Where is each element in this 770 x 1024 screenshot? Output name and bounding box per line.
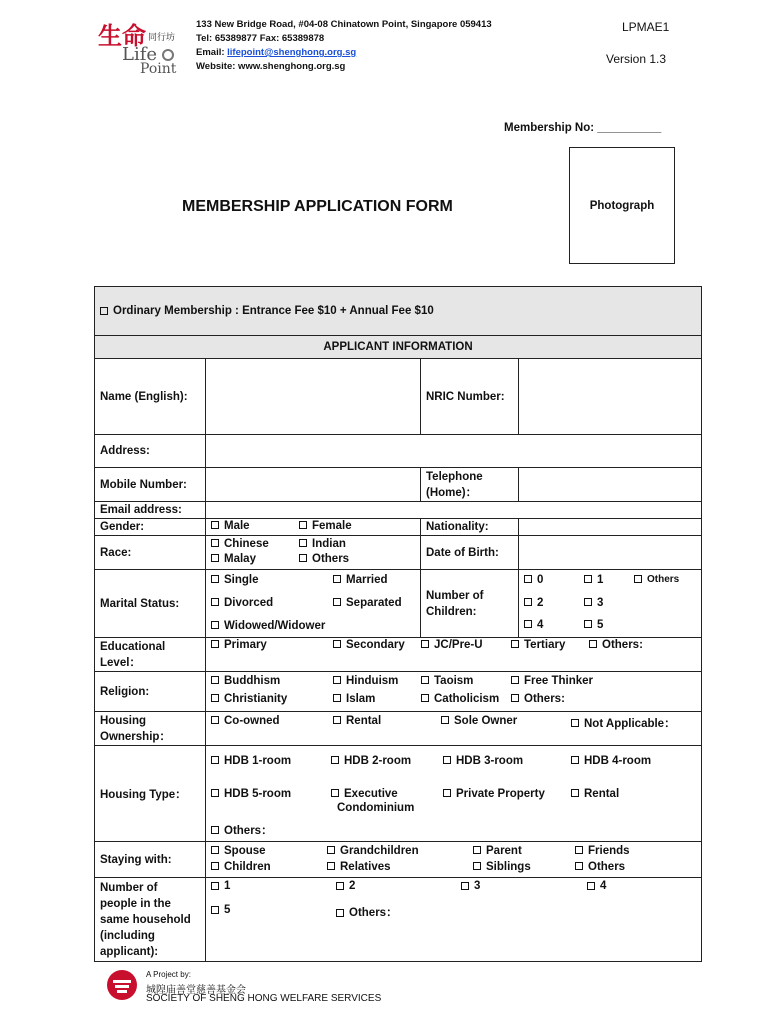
option-female[interactable]: Female <box>299 520 352 532</box>
option-children[interactable]: Children <box>211 861 271 873</box>
option-education-others[interactable]: Others: <box>589 639 643 651</box>
org-name-cn: 城隍庙善堂慈善基金会 <box>146 985 246 996</box>
nric-label: NRIC Number: <box>421 359 519 435</box>
nric-input[interactable] <box>519 359 702 435</box>
gender-options <box>206 519 421 536</box>
option-staying-others[interactable]: Others <box>575 861 625 873</box>
address-input[interactable] <box>206 435 702 468</box>
option-not-applicable[interactable]: Not Applicable： <box>571 715 676 731</box>
photograph-label: Photograph <box>589 200 655 212</box>
svg-text:同行坊: 同行坊 <box>148 33 176 43</box>
email-link[interactable]: lifepoint@shenghong.org.sg <box>227 47 357 58</box>
option-married[interactable]: Married <box>333 574 388 586</box>
dob-input[interactable] <box>519 536 702 570</box>
svg-text:生命: 生命 <box>98 21 146 50</box>
option-jc-preu[interactable]: JC/Pre-U <box>421 639 483 651</box>
option-ownership-rental[interactable]: Rental <box>333 715 381 727</box>
option-housing-rental[interactable]: Rental <box>571 788 619 800</box>
religion-options <box>206 672 702 712</box>
ordinary-membership-label: Ordinary Membership : Entrance Fee $10 + Annual Fee $10 <box>113 305 434 317</box>
housing-type-label: Housing Type： <box>95 746 206 842</box>
option-housing-others[interactable]: Others： <box>211 822 273 838</box>
org-website: Website: www.shenghong.org.sg <box>196 61 346 72</box>
org-tel-fax: Tel: 65389877 Fax: 65389878 <box>196 33 325 44</box>
option-secondary[interactable]: Secondary <box>333 639 405 651</box>
staying-label: Staying with: <box>95 842 206 878</box>
option-sole-owner[interactable]: Sole Owner <box>441 715 517 727</box>
education-label: Educational Level： <box>95 638 206 672</box>
ownership-options <box>206 712 702 746</box>
email-label: Email address: <box>95 502 206 519</box>
option-chinese[interactable]: Chinese <box>211 538 269 550</box>
option-children-0[interactable]: 0 <box>524 574 543 586</box>
svg-text:Point: Point <box>140 61 177 74</box>
option-hdb-4[interactable]: HDB 4-room <box>571 755 651 767</box>
project-by: A Project by: <box>146 970 191 979</box>
option-children-2[interactable]: 2 <box>524 597 543 609</box>
option-spouse[interactable]: Spouse <box>211 845 266 857</box>
option-parent[interactable]: Parent <box>473 845 522 857</box>
option-executive-condo[interactable]: Executive Condominium <box>331 788 414 816</box>
mobile-label: Mobile Number: <box>95 468 206 502</box>
option-separated[interactable]: Separated <box>333 597 402 609</box>
option-children-others[interactable]: Others <box>634 574 679 585</box>
org-name-en: SOCIETY OF SHENG HONG WELFARE SERVICES <box>146 993 382 1004</box>
option-widowed[interactable]: Widowed/Widower <box>211 620 325 632</box>
footer-sponsor <box>104 968 384 1008</box>
form-title: MEMBERSHIP APPLICATION FORM <box>182 198 453 215</box>
race-label: Race: <box>95 536 206 570</box>
option-relatives[interactable]: Relatives <box>327 861 391 873</box>
children-label: Number of Children: <box>421 570 519 638</box>
option-buddhism[interactable]: Buddhism <box>211 675 280 687</box>
option-people-3[interactable]: 3 <box>461 880 480 892</box>
option-hinduism[interactable]: Hinduism <box>333 675 398 687</box>
option-free-thinker[interactable]: Free Thinker <box>511 675 593 687</box>
option-single[interactable]: Single <box>211 574 259 586</box>
option-private-property[interactable]: Private Property <box>443 788 545 800</box>
option-hdb-5[interactable]: HDB 5-room <box>211 788 291 800</box>
option-hdb-1[interactable]: HDB 1-room <box>211 755 291 767</box>
option-divorced[interactable]: Divorced <box>211 597 273 609</box>
ownership-label: Housing Ownership： <box>95 712 206 746</box>
option-hdb-2[interactable]: HDB 2-room <box>331 755 411 767</box>
option-hdb-3[interactable]: HDB 3-room <box>443 755 523 767</box>
membership-no-field[interactable]: Membership No: __________ <box>504 122 662 134</box>
nationality-input[interactable] <box>519 519 702 536</box>
option-taoism[interactable]: Taoism <box>421 675 473 687</box>
race-options <box>206 536 421 570</box>
telephone-label: Telephone (Home)： <box>421 468 519 502</box>
option-race-others[interactable]: Others <box>299 553 349 565</box>
section-title: APPLICANT INFORMATION <box>95 336 702 359</box>
option-religion-others[interactable]: Others: <box>511 693 565 705</box>
option-people-4[interactable]: 4 <box>587 880 606 892</box>
mobile-input[interactable] <box>206 468 421 502</box>
education-options <box>206 638 702 672</box>
staying-options <box>206 842 702 878</box>
svg-text:Life: Life <box>122 44 158 65</box>
org-email-line: Email: lifepoint@shenghong.org.sg <box>196 47 357 58</box>
people-options <box>206 878 702 962</box>
telephone-input[interactable] <box>519 468 702 502</box>
option-friends[interactable]: Friends <box>575 845 630 857</box>
option-primary[interactable]: Primary <box>211 639 267 651</box>
option-indian[interactable]: Indian <box>299 538 346 550</box>
housing-type-options <box>206 746 702 842</box>
option-children-4[interactable]: 4 <box>524 619 543 631</box>
nationality-label: Nationality: <box>421 519 519 536</box>
option-children-3[interactable]: 3 <box>584 597 603 609</box>
doc-id: LPMAE1 <box>622 20 670 34</box>
option-people-1[interactable]: 1 <box>211 880 230 892</box>
option-malay[interactable]: Malay <box>211 553 256 565</box>
option-grandchildren[interactable]: Grandchildren <box>327 845 419 857</box>
option-male[interactable]: Male <box>211 520 250 532</box>
option-co-owned[interactable]: Co-owned <box>211 715 280 727</box>
email-input[interactable] <box>206 502 702 519</box>
checkbox-icon[interactable] <box>100 307 108 315</box>
ordinary-membership-row <box>95 287 702 336</box>
option-children-1[interactable]: 1 <box>584 574 603 586</box>
marital-label: Marital Status: <box>95 570 206 638</box>
religion-label: Religion: <box>95 672 206 712</box>
address-label: Address: <box>95 435 206 468</box>
option-people-2[interactable]: 2 <box>336 880 355 892</box>
option-christianity[interactable]: Christianity <box>211 693 287 705</box>
option-siblings[interactable]: Siblings <box>473 861 531 873</box>
option-islam[interactable]: Islam <box>333 693 375 705</box>
option-people-others[interactable]: Others： <box>336 904 398 920</box>
org-contact-block <box>196 18 492 74</box>
option-catholicism[interactable]: Catholicism <box>421 693 499 705</box>
photograph-box <box>569 147 675 264</box>
org-address: 133 New Bridge Road, #04-08 Chinatown Point, Singapore 059413 <box>196 19 492 30</box>
application-table <box>94 286 702 962</box>
people-label: Number of people in the same household (including applicant): <box>95 878 206 962</box>
sheng-hong-logo <box>104 968 140 1002</box>
dob-label: Date of Birth: <box>421 536 519 570</box>
option-people-5[interactable]: 5 <box>211 904 230 916</box>
life-point-logo <box>98 18 188 74</box>
name-label: Name (English): <box>95 359 206 435</box>
doc-version: Version 1.3 <box>606 52 667 66</box>
marital-options <box>206 570 421 638</box>
gender-label: Gender: <box>95 519 206 536</box>
option-tertiary[interactable]: Tertiary <box>511 639 565 651</box>
children-options <box>519 570 702 638</box>
name-input[interactable] <box>206 359 421 435</box>
option-children-5[interactable]: 5 <box>584 619 603 631</box>
